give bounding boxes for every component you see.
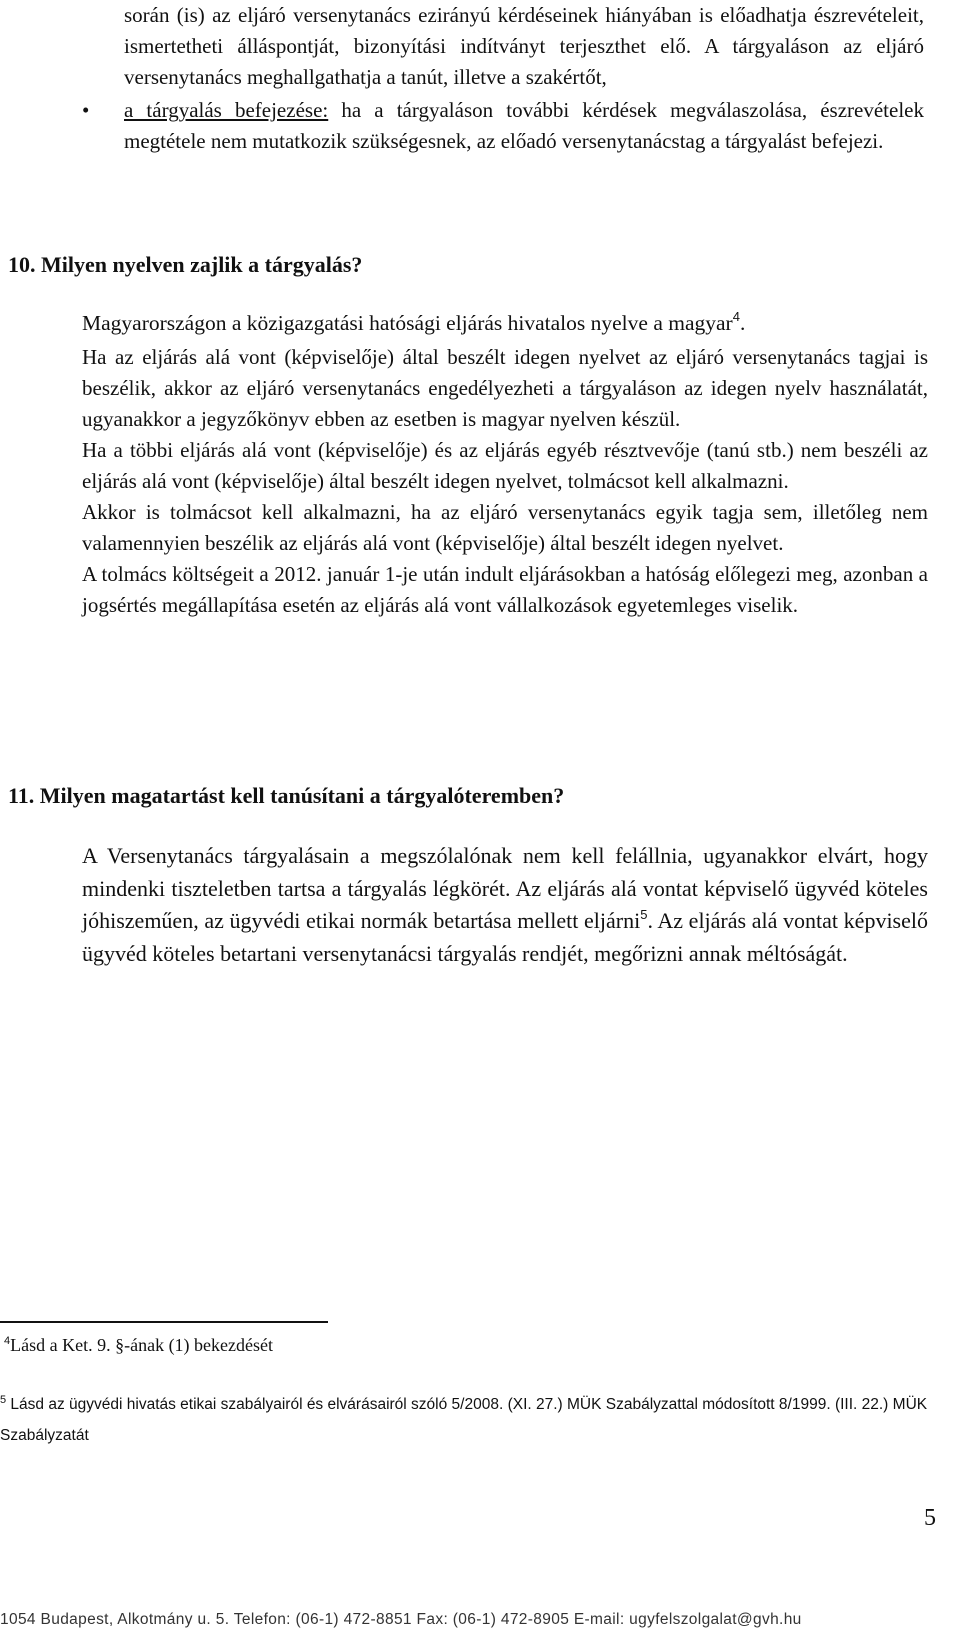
paragraph: Ha az eljárás alá vont (képviselője) által beszélt idegen nyelvet az eljáró versenytanács tagjai is beszélik, akkor az eljáró versenytanács engedélyezheti a tárgyaláson az idegen nyelv használatát, ugyanakkor a jegyzőkönyv ebben az esetben is magyar nyelven készül. bbox=[82, 345, 928, 431]
footnote-number: 5 bbox=[0, 1394, 7, 1406]
footnote-text: Lásd az ügyvédi hivatás etikai szabályairól és elvárásairól szóló 5/2008. (XI. 27.) MÜK Szabályzattal módosított 8/1999. (III. 22.) MÜK Szabályzatát bbox=[0, 1396, 928, 1444]
list-item-text: ha a tárgyaláson további kérdések megválaszolása, észrevételek megtétele nem mutatkozik szükségesnek, az előadó versenytanácstag a tárgyalást befejezi. bbox=[124, 98, 924, 153]
footnote-ref-5[interactable]: 5 bbox=[640, 907, 648, 922]
footnote-4 bbox=[4, 1333, 273, 1357]
page-footer: 1054 Budapest, Alkotmány u. 5. Telefon: (06-1) 472-8851 Fax: (06-1) 472-8905 E-mail: ugyfelszolgalat@gvh.hu bbox=[0, 1611, 802, 1628]
intro-text: Magyarországon a közigazgatási hatósági eljárás hivatalos nyelve a magyar bbox=[82, 311, 733, 335]
list-item-continuation: során (is) az eljáró versenytanács ezirányú kérdéseinek hiányában is előadhatja észrevételeit, ismertetheti álláspontját, bizonyítási indítványt terjeszthet elő. A tárgyaláson az eljáró versenytanács meghallgathatja a tanút, illetve a szakértőt, bbox=[124, 3, 924, 89]
paragraph: Ha a többi eljárás alá vont (képviselője) és az eljárás egyéb résztvevője (tanú stb.) nem beszéli az eljárás alá vont (képviselője) által beszélt idegen nyelvet, tolmácsot kell alkalmazni. bbox=[82, 438, 928, 493]
page-number: 5 bbox=[924, 1505, 936, 1531]
footnote-ref-4[interactable]: 4 bbox=[732, 309, 740, 324]
section-10-body bbox=[82, 342, 928, 621]
footnote-text: Lásd a Ket. 9. §-ának (1) bekezdését bbox=[10, 1335, 274, 1355]
list-item bbox=[124, 95, 924, 157]
bullet-icon: • bbox=[82, 98, 90, 122]
section-11-paragraph bbox=[82, 840, 928, 970]
paragraph: A tolmács költségeit a 2012. január 1-je után indult eljárásokban a hatóság előlegezi meg, azonban a jogsértés megállapítása esetén az eljárás alá vont vállalkozások egyetemleges viselik. bbox=[82, 562, 928, 617]
section-10-intro bbox=[82, 308, 928, 339]
intro-end: . bbox=[739, 311, 746, 335]
paragraph-text-end: . Az eljárás alá vontat képviselő ügyvéd köteles betartani versenytanácsi tárgyalás rendjét, megőrizni annak méltóságát. bbox=[82, 908, 928, 966]
section-10-heading: 10. Milyen nyelven zajlik a tárgyalás? bbox=[8, 252, 363, 277]
section-11-heading: 11. Milyen magatartást kell tanúsítani a tárgyalóteremben? bbox=[8, 783, 565, 808]
list-item-term: a tárgyalás befejezése: bbox=[124, 98, 329, 122]
paragraph-text: A Versenytanács tárgyalásain a megszólalónak nem kell felállnia, ugyanakkor elvárt, hogy mindenki tiszteletben tartsa a tárgyalás légkörét. Az eljárás alá vontat képviselő ügyvéd köteles jóhiszeműen, az ügyvédi etikai normák betartása mellett eljárni bbox=[82, 843, 928, 933]
paragraph: Akkor is tolmácsot kell alkalmazni, ha az eljáró versenytanács egyik tagja sem, illetőleg nem valamennyien beszélik az eljárás alá vont (képviselője) által beszélt idegen nyelvet. bbox=[82, 500, 928, 555]
footnote-number: 4 bbox=[4, 1335, 11, 1347]
footnote-5 bbox=[0, 1389, 950, 1451]
footnote-divider bbox=[0, 1321, 328, 1323]
